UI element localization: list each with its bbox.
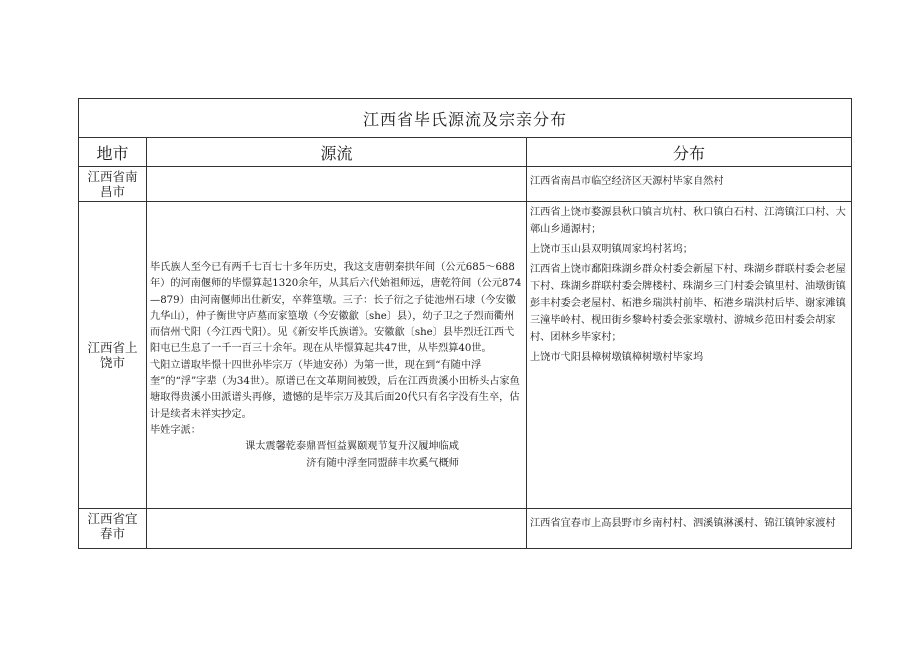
distribution-line: 上饶市玉山县双明镇周家坞村茗坞； (530, 244, 693, 255)
table-title: 江西省毕氏源流及宗亲分布 (79, 99, 852, 138)
origin-cell (147, 202, 527, 509)
distribution-line: 江西省上饶市鄱阳珠湖乡群众村委会新屋下村、珠湖乡群联村委会老屋下村、珠湖乡群联村委会牌楼村、珠湖乡三门村委会镇里村、油墩街镇彭丰村委会老屋村、柘港乡瑞洪村前毕、柘港乡瑞洪村后毕、谢家滩镇三潼毕岭村、枧田街乡黎岭村委会张家墩村、游城乡范田村委会胡家村、团林乡毕家村； (530, 264, 846, 343)
distribution-cell (527, 202, 852, 509)
table-row (79, 202, 852, 509)
generation-poem-line: 济有随中浮奎同盟薛丰坎奚气概师 (306, 457, 459, 469)
origin-paragraph: 毕姓字派： (150, 424, 201, 436)
generation-poem-line: 课太震馨乾泰鼎晋恒益翼颐观节复升汉履坤临咸 (245, 441, 459, 453)
table-row (79, 167, 852, 202)
distribution-line: 上饶市弋阳县樟树墩镇樟树墩村毕家坞 (530, 352, 704, 363)
region-cell: 江西省宜春市 (79, 509, 147, 549)
distribution-line: 江西省宜春市上高县野市乡南村村、泗溪镇淋溪村、锦江镇钟家渡村 (530, 518, 836, 529)
header-origin: 源流 (147, 138, 527, 167)
origin-paragraph: 弋阳立谱取毕憬十四世孙毕宗万（毕迪安孙）为第一世，现在到“有随中浮奎”的“浮”字辈（为34世）。原谱已在文革期间被毁，后在江西贵溪小田桥头占家鱼塘取得贵溪小田派谱头再修，遗憾的是毕宗万及其后面20代只有名字没有生卒，估计是续者未祥实抄定。 (150, 359, 520, 420)
distribution-line: 江西省上饶市婺源县秋口镇言坑村、秋口镇白石村、江湾镇江口村、大鄣山乡通源村； (530, 207, 846, 235)
clan-distribution-table (78, 98, 852, 549)
header-distribution: 分布 (527, 138, 852, 167)
region-cell: 江西省上饶市 (79, 202, 147, 509)
distribution-cell (527, 167, 852, 202)
distribution-cell (527, 509, 852, 549)
table-row (79, 509, 852, 549)
origin-cell (147, 509, 527, 549)
origin-cell (147, 167, 527, 202)
origin-paragraph: 毕氏族人至今已有两千七百七十多年历史，我这支唐朝秦拱年间（公元685～688年）的河南偃师的毕憬算起1320余年，从其后六代始祖师远，唐乾符间（公元874—879）由河南偃师出仕新安，卒葬篁墩。三子：长子衍之子徒池州石埭（今安徽九华山），仲子衡世守庐墓而家篁墩（今安徽歙〔she〕县），幼子卫之子烈而衢州而信州弋阳（今江西弋阳）。见《新安毕氏族谱》。安徽歙〔she〕县毕烈迁江西弋阳屯已生息了一千一百三十余年。现在从毕憬算起共47世，从毕烈算40世。 (150, 262, 522, 355)
distribution-line: 江西省南昌市临空经济区天源村毕家自然村 (530, 176, 724, 187)
header-region: 地市 (79, 138, 147, 167)
region-cell: 江西省南昌市 (79, 167, 147, 202)
